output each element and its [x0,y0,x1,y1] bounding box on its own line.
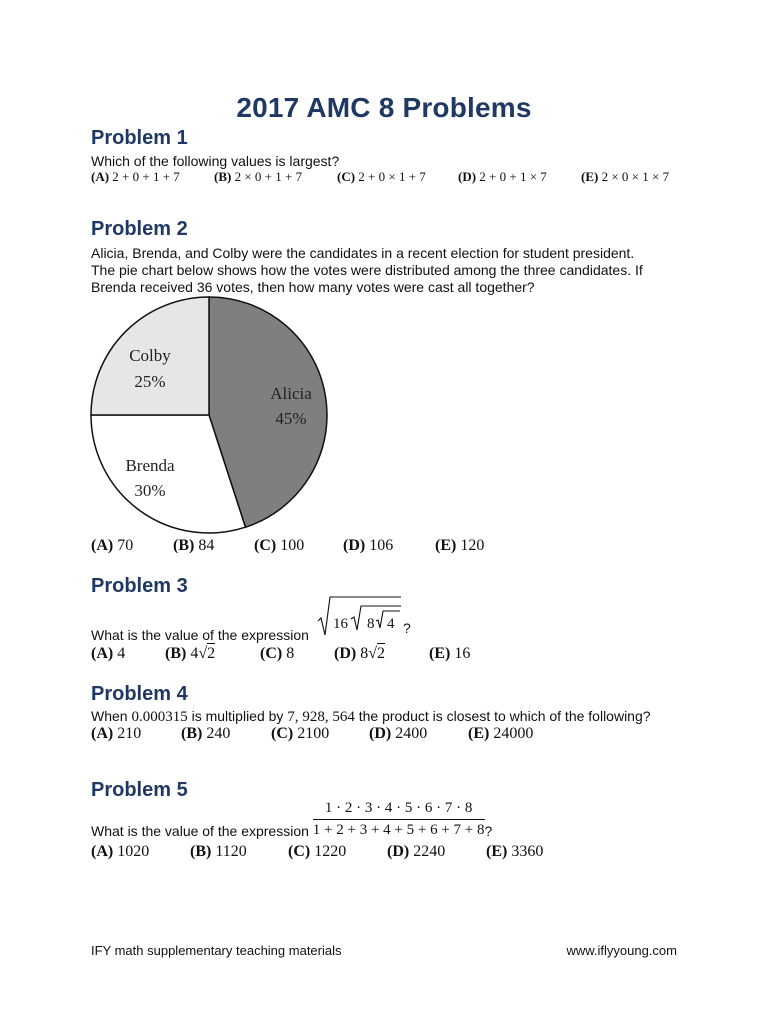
problem-3-heading: Problem 3 [91,575,188,597]
choice-d: (D) 2240 [387,843,446,860]
choice-b: (B) 1120 [190,843,247,860]
footer-link[interactable]: www.iflyyoung.com [566,943,677,958]
choice-c: (C) 2100 [271,725,330,742]
choice-b: (B) 84 [173,537,215,554]
stem-part-b: is multiplied by [191,708,284,724]
problem-5-heading: Problem 5 [91,779,188,801]
value-a: 0.000315 [131,709,188,725]
expr-inner-radicand: 4 [387,616,395,632]
problem-5-stem [91,799,492,840]
choice-a: (A) 1020 [91,843,150,860]
expr-middle-coefficient: 8 [367,616,375,632]
choice-a: (A) 4 [91,645,126,662]
choice-e: (E) 3360 [486,843,544,860]
problem-2-stem-line-3: Brenda received 36 votes, then how many votes were cast all together? [91,279,535,295]
problem-1-stem: Which of the following values is largest? [91,153,340,169]
fraction-numerator: 1 · 2 · 3 · 4 · 5 · 6 · 7 · 8 [313,800,485,820]
choice-c: (C) 100 [254,537,305,554]
pie-label-alicia-name: Alicia [270,384,312,403]
choice-a: (A) 70 [91,537,134,554]
problem-3-stem: What is the value of the expression [91,627,309,643]
choice-c: (C) 8 [260,645,295,662]
footer-left: IFY math supplementary teaching materials [91,943,342,958]
problem-4-stem [91,708,651,726]
value-b: 7, 928, 564 [287,709,355,725]
sqrt-sign: √ [368,645,377,662]
pie-label-brenda-percent: 30% [134,481,166,500]
stem-prefix: What is the value of the expression [91,823,309,839]
choice-d: (D) 2 + 0 + 1 × 7 [458,169,547,184]
pie-label-colby-name: Colby [129,346,171,365]
fraction-denominator: 1 + 2 + 3 + 4 + 5 + 6 + 7 + 8 [312,822,485,838]
problem-2-stem-line-1: Alicia, Brenda, and Colby were the candidates in a recent election for student president. [91,245,635,261]
pie-label-brenda-name: Brenda [125,456,175,475]
choice-d: (D) 106 [343,537,394,554]
problem-3-expression [316,593,416,641]
choice-b: (B) 2 × 0 + 1 + 7 [214,169,303,184]
fraction [313,800,485,839]
expr-question-mark: ? [403,620,411,636]
sqrt-sign: √ [198,645,208,662]
choice-c: (C) 2 + 0 × 1 + 7 [337,169,426,184]
stem-part-c: the product is closest to which of the following? [358,708,651,724]
pie-label-colby-percent: 25% [134,372,166,391]
problem-1-heading: Problem 1 [91,127,188,149]
page-title: 2017 AMC 8 Problems [236,92,532,123]
choice-a: (A) 210 [91,725,142,742]
choice-e: (E) 16 [429,645,471,662]
stem-suffix: ? [484,823,493,839]
pie-label-alicia-percent: 45% [275,409,307,428]
choice-b: (B) 240 [181,725,231,742]
choice-e: (E) 120 [435,537,485,554]
expr-outer-coefficient: 16 [333,616,348,632]
problem-2-heading: Problem 2 [91,218,188,240]
choice-d: (D) 8√2 [334,645,385,662]
choice-d: (D) 2400 [369,725,428,742]
problem-2-stem-line-2: The pie chart below shows how the votes were distributed among the three candidates. If [91,262,643,278]
problem-4-heading: Problem 4 [91,683,188,705]
stem-part-a: When [91,708,128,724]
pie-chart [80,290,340,540]
choice-b: (B) 4√2 [165,645,216,662]
choice-a: (A) 2 + 0 + 1 + 7 [91,169,180,184]
choice-c: (C) 1220 [288,843,347,860]
choice-e: (E) 24000 [468,725,534,742]
choice-e: (E) 2 × 0 × 1 × 7 [581,169,670,184]
